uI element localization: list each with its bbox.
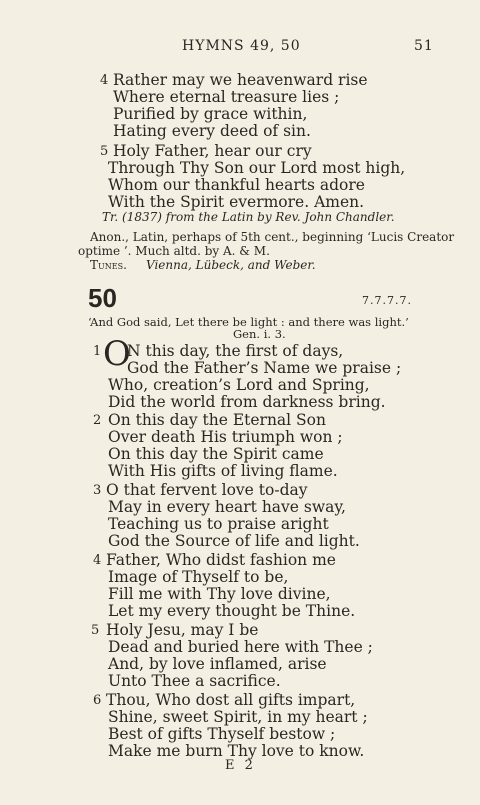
page-number: 51 <box>414 38 434 54</box>
verse-line: O that fervent love to-day <box>106 481 308 499</box>
verse-line: N this day, the first of days, <box>127 342 344 360</box>
drop-cap: O <box>103 334 131 374</box>
verse-line: Purified by grace within, <box>113 105 308 123</box>
verse-line: With the Spirit evermore. Amen. <box>108 193 365 211</box>
verse-line: Who, creation’s Lord and Spring, <box>108 376 370 394</box>
verse-line: Holy Jesu, may I be <box>106 621 259 639</box>
verse-line: Shine, sweet Spirit, in my heart ; <box>108 708 368 726</box>
verse-number: 3 <box>93 483 102 498</box>
signature-mark: E 2 <box>225 758 256 773</box>
verse-line: On this day the Spirit came <box>108 445 324 463</box>
verse-line: On this day the Eternal Son <box>108 411 326 429</box>
running-head: HYMNS 49, 50 <box>182 38 301 54</box>
verse-number: 6 <box>93 693 102 708</box>
verse-line: Teaching us to praise aright <box>108 515 329 533</box>
verse-line: Did the world from darkness bring. <box>108 393 386 411</box>
verse-line: Whom our thankful hearts adore <box>108 176 365 194</box>
verse-number: 4 <box>100 73 109 88</box>
verse-number: 5 <box>91 623 100 638</box>
verse-line: With His gifts of living flame. <box>108 462 338 480</box>
verse-number: 1 <box>93 344 102 359</box>
verse-line: Rather may we heavenward rise <box>113 71 368 89</box>
tunes-label: Tunes. <box>90 258 127 272</box>
tunes-list: Vienna, Lübeck, and Weber. <box>146 258 316 272</box>
verse-line: Through Thy Son our Lord most high, <box>108 159 406 177</box>
verse-line: God the Source of life and light. <box>108 532 360 550</box>
verse-line: And, by love inflamed, arise <box>108 655 327 673</box>
verse-line: Make me burn Thy love to know. <box>108 742 365 760</box>
verse-line: Let my every thought be Thine. <box>108 602 356 620</box>
verse-line: Fill me with Thy love divine, <box>108 585 331 603</box>
verse-line: Hating every deed of sin. <box>113 122 311 140</box>
verse-line: God the Father’s Name we praise ; <box>127 359 402 377</box>
verse-number: 4 <box>93 553 102 568</box>
verse-line: Father, Who didst fashion me <box>106 551 336 569</box>
verse-line: Holy Father, hear our cry <box>113 142 312 160</box>
verse-number: 5 <box>100 144 109 159</box>
verse-line: Unto Thee a sacrifice. <box>108 672 281 690</box>
verse-line: Best of gifts Thyself bestow ; <box>108 725 336 743</box>
verse-line: Where eternal treasure lies ; <box>113 88 340 106</box>
verse-line: May in every heart have sway, <box>108 498 346 516</box>
source-note: Anon., Latin, perhaps of 5th cent., beginning ‘Lucis Creator <box>90 230 455 244</box>
translator-credit: Tr. (1837) from the Latin by Rev. John Chandler. <box>102 210 395 224</box>
source-note: optime ’. Much altd. by A. & M. <box>78 244 270 258</box>
verse-line: Over death His triumph won ; <box>108 428 343 446</box>
hymn-number: 50 <box>88 283 117 313</box>
verse-number: 2 <box>93 413 102 428</box>
meter: 7.7.7.7. <box>362 294 412 307</box>
verse-line: Thou, Who dost all gifts impart, <box>106 691 356 709</box>
epigraph: ‘And God said, Let there be light : and there was light.’ <box>88 315 409 329</box>
verse-line: Dead and buried here with Thee ; <box>108 638 373 656</box>
verse-line: Image of Thyself to be, <box>108 568 289 586</box>
epigraph-reference: Gen. i. 3. <box>233 327 286 341</box>
